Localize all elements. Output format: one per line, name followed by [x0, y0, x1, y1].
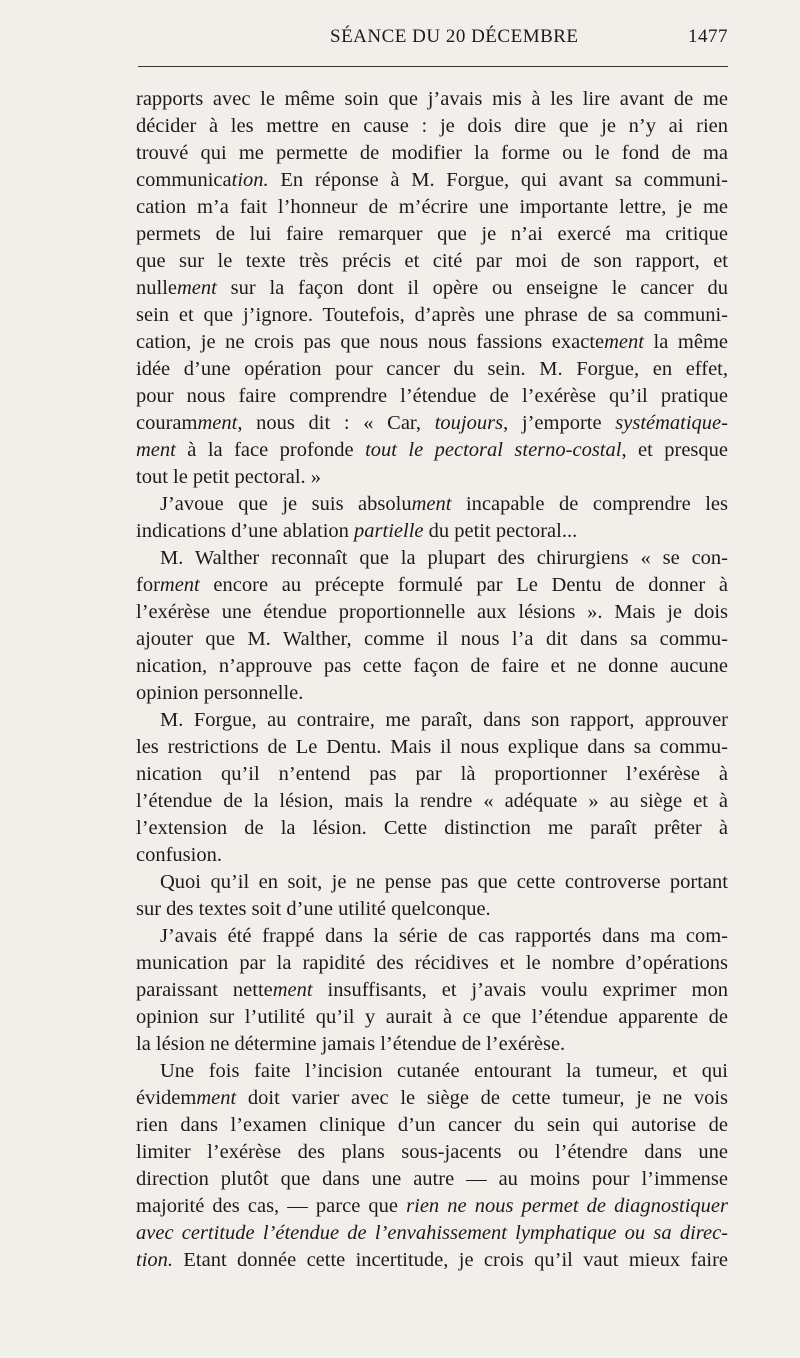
text-line: décider à les mettre en cause : je dois dire que je n’y ai rien: [136, 115, 728, 137]
text-line: couramment, nous dit : « Car, toujours, j’emporte systématique-: [136, 412, 728, 434]
italic-text: tion.: [136, 1249, 174, 1271]
text-line: que sur le texte très précis et cité par moi de son rapport, et: [136, 250, 728, 272]
text-line: limiter l’exérèse des plans sous-jacents ou l’étendre dans une: [136, 1141, 728, 1163]
header-rule: [138, 66, 728, 67]
text-line: l’exérèse une étendue proportionnelle aux lésions ». Mais je dois: [136, 601, 728, 623]
text-line: majorité des cas, — parce que rien ne nous permet de diagnostiquer: [136, 1195, 729, 1217]
paragraph: [136, 1058, 728, 1274]
text-line: M. Forgue, au contraire, me paraît, dans son rapport, approuver: [160, 709, 728, 731]
paragraph: [136, 86, 728, 491]
text-line: ajouter que M. Walther, comme il nous l’a dit dans sa commu-: [136, 628, 728, 650]
text-line: sur des textes soit d’une utilité quelconque.: [136, 898, 491, 920]
italic-text: toujours: [434, 412, 504, 434]
text-line: indications d’une ablation partielle du petit pectoral...: [136, 520, 578, 542]
text-line: idée d’une opération pour cancer du sein. M. Forgue, en effet,: [136, 358, 728, 380]
text-line: les restrictions de Le Dentu. Mais il nous explique dans sa commu-: [136, 736, 728, 758]
text-line: permets de lui faire remarquer que je n’ai exercé ma critique: [136, 223, 728, 245]
text-line: ment à la face profonde tout le pectoral sterno-costal, et presque: [136, 439, 729, 461]
text-line: cation m’a fait l’honneur de m’écrire une importante lettre, je me: [136, 196, 728, 218]
text-line: l’étendue de la lésion, mais la rendre « adéquate » au siège et à: [136, 790, 728, 812]
text-line: nication, n’approuve pas cette façon de faire et ne donne aucune: [136, 655, 728, 677]
text-line: Quoi qu’il en soit, je ne pense pas que cette controverse portant: [160, 871, 728, 893]
italic-text: systématique-: [615, 412, 728, 434]
text-line: rien dans l’examen clinique d’un cancer du sein qui autorise de: [136, 1114, 728, 1136]
text-line: M. Walther reconnaît que la plupart des chirurgiens « se con-: [160, 547, 728, 569]
text-line: cation, je ne crois pas que nous nous fassions exactement la même: [136, 331, 728, 353]
text-line: Une fois faite l’incision cutanée entourant la tumeur, et qui: [160, 1060, 728, 1082]
body-text: [136, 86, 728, 1274]
italic-text: ment: [411, 493, 452, 515]
text-line: sein et que j’ignore. Toutefois, d’après une phrase de sa communi-: [136, 304, 728, 326]
italic-text: tout le pectoral sterno-costal: [365, 439, 622, 461]
text-line: direction plutôt que dans une autre — au moins pour l’immense: [136, 1168, 728, 1190]
paragraph: [136, 923, 728, 1058]
text-line: J’avoue que je suis absolument incapable de comprendre les: [160, 493, 728, 515]
italic-text: ment: [159, 574, 200, 596]
text-line: pour nous faire comprendre l’étendue de l’exérèse qu’il pratique: [136, 385, 728, 407]
text-line: tion. Etant donnée cette incertitude, je crois qu’il vaut mieux faire: [136, 1249, 728, 1271]
paragraph: [136, 491, 728, 545]
header-title: SÉANCE DU 20 DÉCEMBRE: [330, 26, 579, 47]
text-line: confusion.: [136, 844, 222, 866]
text-line: l’extension de la lésion. Cette distinction me paraît prêter à: [136, 817, 728, 839]
text-line: opinion personnelle.: [136, 682, 304, 704]
text-line: tout le petit pectoral. »: [136, 466, 322, 488]
text-line: rapports avec le même soin que j’avais mis à les lire avant de me: [136, 88, 728, 110]
italic-text: tion.: [231, 169, 269, 191]
text-line: évidemment doit varier avec le siège de cette tumeur, je ne vois: [136, 1087, 728, 1109]
text-line: forment encore au précepte formulé par Le Dentu de donner à: [136, 574, 728, 596]
paragraph: [136, 545, 728, 707]
italic-text: avec certitude l’étendue de l’envahissement lymphatique ou sa direc-: [136, 1222, 728, 1244]
text-line: paraissant nettement insuffisants, et j’avais voulu exprimer mon: [136, 979, 728, 1001]
italic-text: ment: [197, 412, 238, 434]
italic-text: ment: [272, 979, 313, 1001]
italic-text: partielle: [354, 520, 424, 542]
paragraph: [136, 707, 728, 869]
text-line: communication. En réponse à M. Forgue, qui avant sa communi-: [136, 169, 728, 191]
text-line: trouvé qui me permette de modifier la forme ou le fond de ma: [136, 142, 728, 164]
text-line: [136, 1220, 728, 1247]
text-line: munication par la rapidité des récidives et le nombre d’opérations: [136, 952, 728, 974]
italic-text: ment: [196, 1087, 237, 1109]
text-line: J’avais été frappé dans la série de cas rapportés dans ma com-: [160, 925, 728, 947]
running-header: [138, 26, 728, 52]
text-line: opinion sur l’utilité qu’il y aurait à ce que l’étendue apparente de: [136, 1006, 728, 1028]
italic-text: rien ne nous permet de diagnostiquer: [406, 1195, 729, 1217]
text-line: la lésion ne détermine jamais l’étendue de l’exérèse.: [136, 1033, 566, 1055]
italic-text: ment: [604, 331, 644, 353]
italic-text: ment: [136, 439, 176, 461]
paragraph: [136, 869, 728, 923]
text-line: nullement sur la façon dont il opère ou enseigne le cancer du: [136, 277, 728, 299]
text-line: nication qu’il n’entend pas par là proportionner l’exérèse à: [136, 763, 728, 785]
italic-text: ment: [177, 277, 217, 299]
page-number: 1477: [688, 26, 728, 47]
